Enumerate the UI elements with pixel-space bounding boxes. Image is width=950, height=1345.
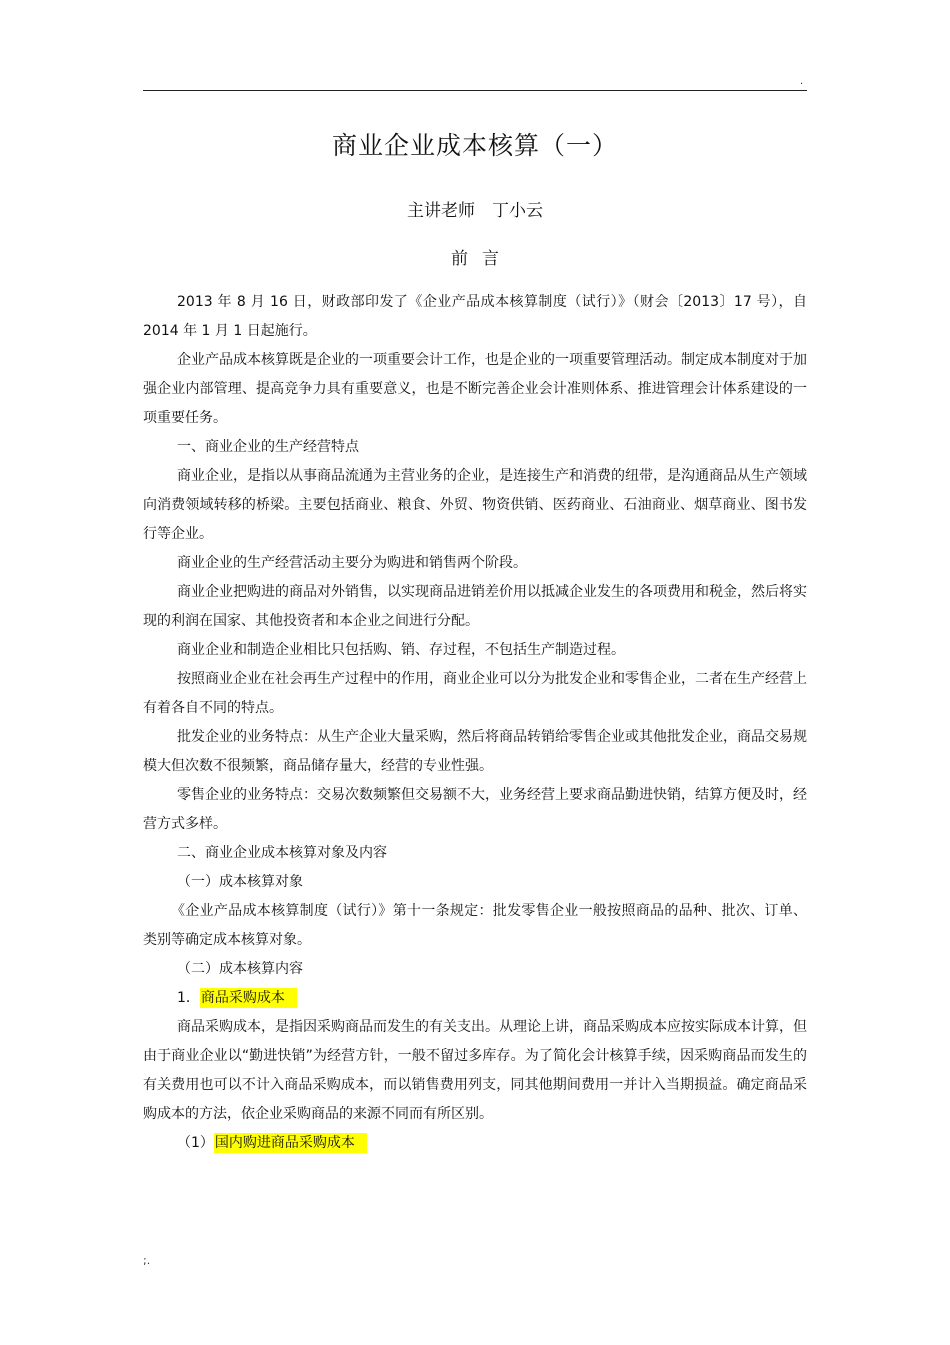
subsection-heading: （一）成本核算对象 (177, 874, 303, 890)
list-item (143, 1129, 807, 1158)
document-body (143, 288, 812, 1158)
paragraph: 商业企业，是指以从事商品流通为主营业务的企业，是连接生产和消费的纽带，是沟通商品从生产领域向消费领域转移的桥梁。主要包括商业、粮食、外贸、物资供销、医药商业、石油商业、烟草商业、图书发行等企业。 (143, 468, 807, 542)
header-mark: . (800, 76, 804, 87)
paragraph: 零售企业的业务特点：交易次数频繁但交易额不大，业务经营上要求商品勤进快销，结算方便及时，经营方式多样。 (143, 787, 807, 832)
paragraph: 商业企业的生产经营活动主要分为购进和销售两个阶段。 (177, 555, 527, 571)
paragraph: 2013 年 8 月 16 日，财政部印发了《企业产品成本核算制度（试行）》（财会〔2013〕17 号），自 2014 年 1 月 1 日起施行。 (143, 294, 812, 339)
item-number: 1． (177, 990, 200, 1006)
header-rule (143, 90, 807, 91)
document-title: 商业企业成本核算（一） (331, 131, 618, 160)
item-number: （1） (177, 1135, 214, 1151)
preface-heading: 前言 (451, 249, 513, 269)
section-heading: 一、商业企业的生产经营特点 (177, 439, 359, 455)
highlighted-text: 国内购进商品采购成本 (214, 1133, 367, 1153)
paragraph: 企业产品成本核算既是企业的一项重要会计工作，也是企业的一项重要管理活动。制定成本制度对于加强企业内部管理、提高竞争力具有重要意义，也是不断完善企业会计准则体系、推进管理会计体系建设的一项重要任务。 (143, 352, 807, 426)
footer-mark: ;. (143, 1254, 151, 1267)
paragraph: 商业企业把购进的商品对外销售，以实现商品进销差价用以抵减企业发生的各项费用和税金，然后将实现的利润在国家、其他投资者和本企业之间进行分配。 (143, 584, 807, 629)
paragraph: 商品采购成本，是指因采购商品而发生的有关支出。从理论上讲，商品采购成本应按实际成本计算，但由于商业企业以“勤进快销”为经营方针，一般不留过多库存。为了简化会计核算手续，因采购商品而发生的有关费用也可以不计入商品采购成本，而以销售费用列支，同其他期间费用一并计入当期损益。确定商品采购成本的方法，依企业采购商品的来源不同而有所区别。 (143, 1019, 807, 1122)
subsection-heading: （二）成本核算内容 (177, 961, 303, 977)
section-heading: 二、商业企业成本核算对象及内容 (177, 845, 387, 861)
paragraph: 批发企业的业务特点：从生产企业大量采购，然后将商品转销给零售企业或其他批发企业，商品交易规模大但次数不很频繁，商品储存量大，经营的专业性强。 (143, 729, 807, 774)
paragraph: 商业企业和制造企业相比只包括购、销、存过程，不包括生产制造过程。 (177, 642, 625, 658)
lecturer-line: 主讲老师 丁小云 (407, 201, 543, 221)
paragraph: 《企业产品成本核算制度（试行）》第十一条规定：批发零售企业一般按照商品的品种、批次、订单、类别等确定成本核算对象。 (143, 903, 807, 948)
list-item (143, 984, 807, 1013)
paragraph: 按照商业企业在社会再生产过程中的作用，商业企业可以分为批发企业和零售企业，二者在生产经营上有着各自不同的特点。 (143, 671, 807, 716)
highlighted-text: 商品采购成本 (200, 988, 297, 1008)
